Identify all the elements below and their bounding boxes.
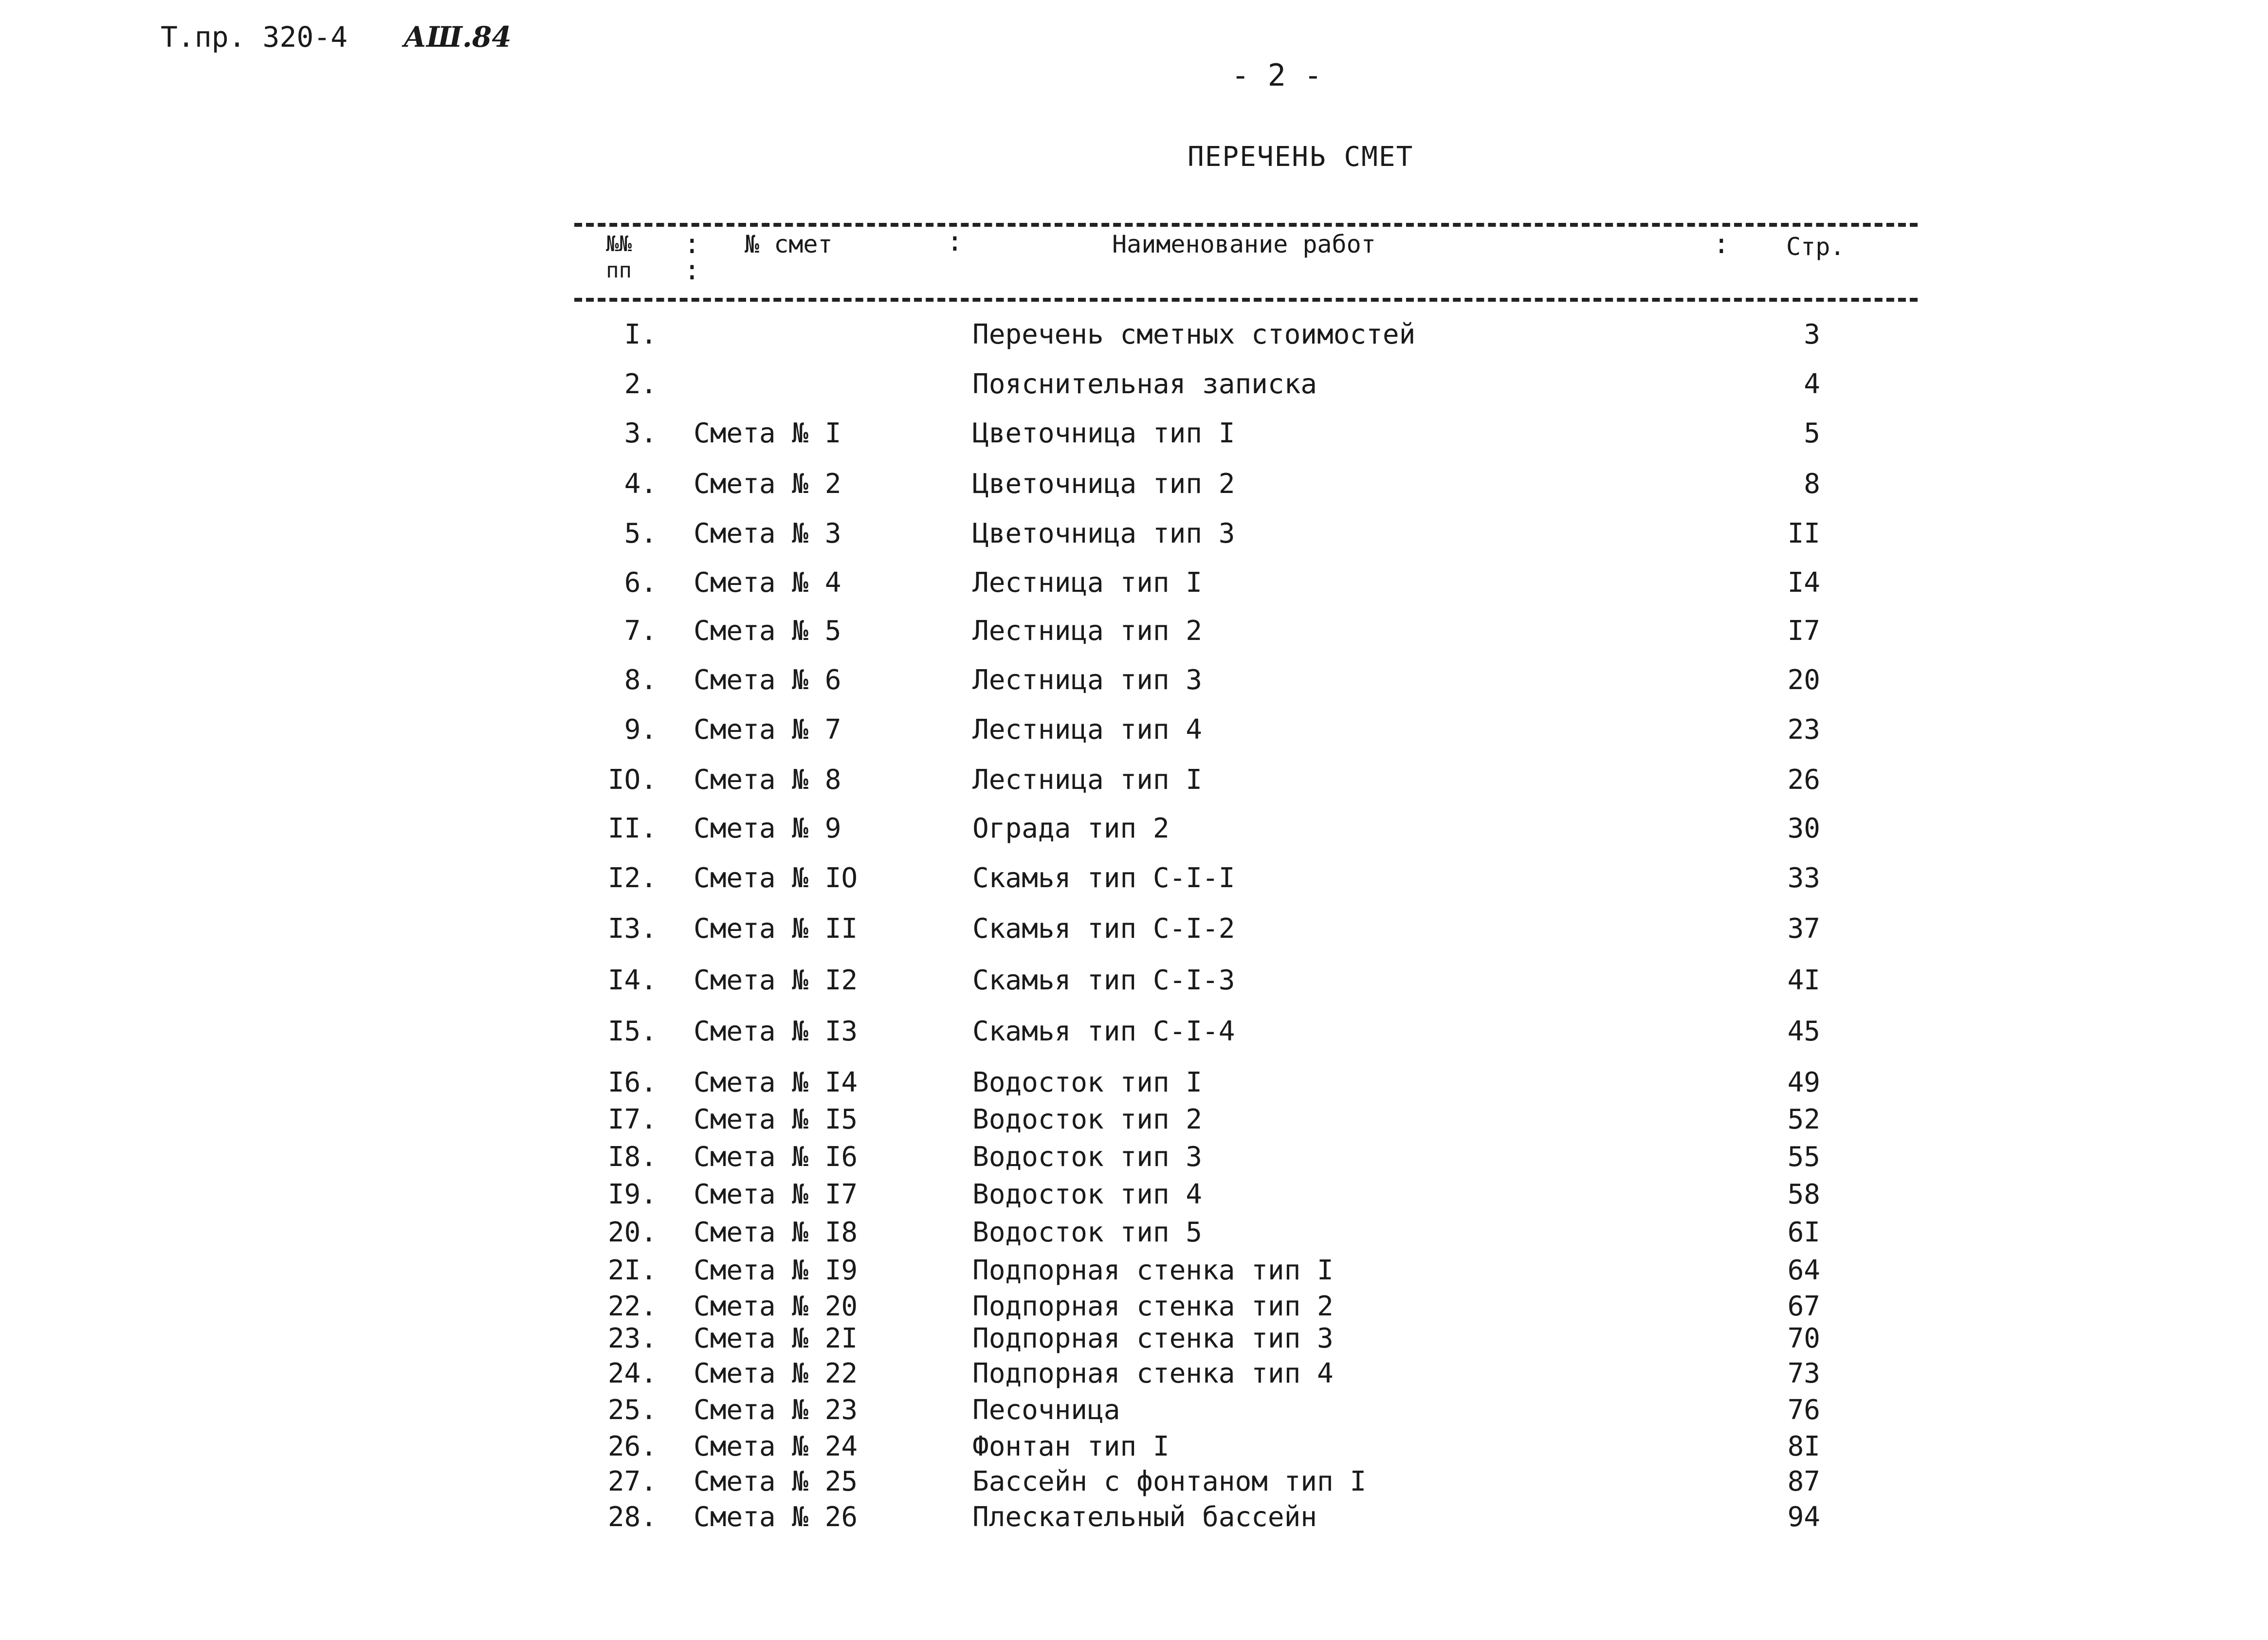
table-row xyxy=(0,1394,2268,1433)
row-smeta: Смета № 3 xyxy=(694,518,841,549)
row-number: 3. xyxy=(624,418,657,449)
row-work-name: Водосток тип 5 xyxy=(972,1217,1203,1248)
row-smeta: Смета № 4 xyxy=(694,567,841,599)
row-work-name: Перечень сметных стоимостей xyxy=(972,319,1416,350)
row-page: 52 xyxy=(1787,1104,1820,1135)
row-smeta: Смета № IO xyxy=(694,862,858,894)
row-smeta: Смета № I6 xyxy=(694,1141,858,1173)
row-page: II xyxy=(1787,518,1820,549)
table-row xyxy=(0,1104,2268,1143)
row-number: 26. xyxy=(607,1431,657,1462)
row-number: I9. xyxy=(607,1179,657,1210)
table-row xyxy=(0,664,2268,703)
table-row xyxy=(0,1466,2268,1505)
row-smeta: Смета № I4 xyxy=(694,1067,858,1098)
row-smeta: Смета № 8 xyxy=(694,764,841,796)
row-work-name: Скамья тип С-I-2 xyxy=(972,913,1235,945)
row-smeta: Смета № 23 xyxy=(694,1394,858,1426)
table-row xyxy=(0,1323,2268,1362)
row-page: 5 xyxy=(1804,418,1820,449)
row-number: 27. xyxy=(607,1466,657,1497)
row-number: I8. xyxy=(607,1141,657,1173)
table-row xyxy=(0,764,2268,803)
row-number: IO. xyxy=(607,764,657,796)
table-row xyxy=(0,913,2268,952)
row-work-name: Водосток тип I xyxy=(972,1067,1203,1098)
row-page: 8I xyxy=(1787,1431,1820,1462)
row-number: 6. xyxy=(624,567,657,599)
column-separator: : xyxy=(1713,228,1730,260)
row-number: I4. xyxy=(607,965,657,996)
row-smeta: Смета № 20 xyxy=(694,1291,858,1322)
row-work-name: Лестница тип I xyxy=(972,764,1203,796)
column-header-number-line1: №№ xyxy=(606,232,632,256)
row-work-name: Скамья тип С-I-I xyxy=(972,862,1235,894)
table-row xyxy=(0,615,2268,654)
column-header-number-line2: пп xyxy=(606,258,632,283)
row-number: I6. xyxy=(607,1067,657,1098)
column-header-name: Наименование работ xyxy=(1112,230,1376,258)
row-page: 33 xyxy=(1787,862,1820,894)
row-page: 55 xyxy=(1787,1141,1820,1173)
row-work-name: Бассейн с фонтаном тип I xyxy=(972,1466,1367,1497)
document-code-text: Т.пр. 320-4 xyxy=(161,20,348,54)
row-number: 20. xyxy=(607,1217,657,1248)
table-row xyxy=(0,468,2268,507)
row-smeta: Смета № I xyxy=(694,418,841,449)
table-row xyxy=(0,1016,2268,1055)
row-work-name: Ограда тип 2 xyxy=(972,813,1170,844)
row-smeta: Смета № 2 xyxy=(694,468,841,500)
row-work-name: Водосток тип 2 xyxy=(972,1104,1203,1135)
row-page: I7 xyxy=(1787,615,1820,647)
row-page: 30 xyxy=(1787,813,1820,844)
column-header-page: Стр. xyxy=(1786,233,1845,261)
row-work-name: Подпорная стенка тип I xyxy=(972,1255,1334,1286)
page-number: - 2 - xyxy=(1231,57,1322,93)
row-work-name: Лестница тип I xyxy=(972,567,1203,599)
row-number: 2I. xyxy=(607,1255,657,1286)
row-page: 6I xyxy=(1787,1217,1820,1248)
row-page: 70 xyxy=(1787,1323,1820,1354)
row-page: 4 xyxy=(1804,368,1820,400)
row-page: 37 xyxy=(1787,913,1820,945)
table-row xyxy=(0,1067,2268,1106)
row-number: 22. xyxy=(607,1291,657,1322)
row-number: 28. xyxy=(607,1501,657,1533)
row-work-name: Скамья тип С-I-4 xyxy=(972,1016,1235,1047)
row-smeta: Смета № 9 xyxy=(694,813,841,844)
row-work-name: Цветочница тип I xyxy=(972,418,1235,449)
row-number: 23. xyxy=(607,1323,657,1354)
row-number: I. xyxy=(624,319,657,350)
table-row xyxy=(0,1431,2268,1470)
row-page: 23 xyxy=(1787,714,1820,746)
page-title: ПЕРЕЧЕНЬ СМЕТ xyxy=(1188,141,1414,173)
table-row xyxy=(0,1217,2268,1256)
row-number: I7. xyxy=(607,1104,657,1135)
row-smeta: Смета № II xyxy=(694,913,858,945)
row-work-name: Скамья тип С-I-3 xyxy=(972,965,1235,996)
row-work-name: Подпорная стенка тип 2 xyxy=(972,1291,1334,1322)
row-work-name: Лестница тип 4 xyxy=(972,714,1203,746)
column-separator: : : xyxy=(684,228,700,286)
table-row xyxy=(0,1141,2268,1180)
row-smeta: Смета № I5 xyxy=(694,1104,858,1135)
row-number: 5. xyxy=(624,518,657,549)
row-work-name: Песочница xyxy=(972,1394,1120,1426)
row-number: 24. xyxy=(607,1358,657,1389)
table-row xyxy=(0,862,2268,901)
row-smeta: Смета № I7 xyxy=(694,1179,858,1210)
row-page: 64 xyxy=(1787,1255,1820,1286)
row-page: 45 xyxy=(1787,1016,1820,1047)
row-page: 20 xyxy=(1787,664,1820,696)
table-row xyxy=(0,319,2268,358)
row-page: 76 xyxy=(1787,1394,1820,1426)
row-page: 3 xyxy=(1804,319,1820,350)
row-work-name: Фонтан тип I xyxy=(972,1431,1170,1462)
row-number: I3. xyxy=(607,913,657,945)
row-work-name: Подпорная стенка тип 4 xyxy=(972,1358,1334,1389)
table-row xyxy=(0,1179,2268,1218)
table-row xyxy=(0,567,2268,606)
row-smeta: Смета № 7 xyxy=(694,714,841,746)
table-row xyxy=(0,518,2268,557)
row-smeta: Смета № 6 xyxy=(694,664,841,696)
row-page: 8 xyxy=(1804,468,1820,500)
row-work-name: Лестница тип 3 xyxy=(972,664,1203,696)
row-page: 58 xyxy=(1787,1179,1820,1210)
row-work-name: Цветочница тип 3 xyxy=(972,518,1235,549)
row-work-name: Цветочница тип 2 xyxy=(972,468,1235,500)
row-smeta: Смета № 26 xyxy=(694,1501,858,1533)
row-page: 67 xyxy=(1787,1291,1820,1322)
row-number: 7. xyxy=(624,615,657,647)
table-row xyxy=(0,418,2268,456)
row-page: 94 xyxy=(1787,1501,1820,1533)
row-smeta: Смета № 25 xyxy=(694,1466,858,1497)
row-smeta: Смета № I8 xyxy=(694,1217,858,1248)
row-number: 4. xyxy=(624,468,657,500)
row-work-name: Лестница тип 2 xyxy=(972,615,1203,647)
table-row xyxy=(0,1255,2268,1294)
row-page: 26 xyxy=(1787,764,1820,796)
row-number: 8. xyxy=(624,664,657,696)
row-smeta: Смета № 2I xyxy=(694,1323,858,1354)
table-row xyxy=(0,368,2268,407)
table-row xyxy=(0,1501,2268,1540)
document-handwritten-mark: АШ.84 xyxy=(403,20,512,54)
table-row xyxy=(0,813,2268,852)
row-smeta: Смета № I9 xyxy=(694,1255,858,1286)
row-number: 9. xyxy=(624,714,657,746)
row-number: II. xyxy=(607,813,657,844)
row-number: I2. xyxy=(607,862,657,894)
row-work-name: Пояснительная записка xyxy=(972,368,1317,400)
row-page: I4 xyxy=(1787,567,1820,599)
row-page: 73 xyxy=(1787,1358,1820,1389)
row-number: 2. xyxy=(624,368,657,400)
row-smeta: Смета № I3 xyxy=(694,1016,858,1047)
row-smeta: Смета № 22 xyxy=(694,1358,858,1389)
table-row xyxy=(0,1358,2268,1397)
row-page: 4I xyxy=(1787,965,1820,996)
row-smeta: Смета № I2 xyxy=(694,965,858,996)
row-page: 49 xyxy=(1787,1067,1820,1098)
row-work-name: Плескательный бассейн xyxy=(972,1501,1317,1533)
table-row xyxy=(0,714,2268,753)
table-row xyxy=(0,965,2268,1003)
column-separator: : xyxy=(947,226,963,257)
row-number: I5. xyxy=(607,1016,657,1047)
row-smeta: Смета № 24 xyxy=(694,1431,858,1462)
row-page: 87 xyxy=(1787,1466,1820,1497)
row-work-name: Водосток тип 4 xyxy=(972,1179,1203,1210)
row-number: 25. xyxy=(607,1394,657,1426)
column-header-smeta: № смет xyxy=(745,230,833,258)
row-work-name: Водосток тип 3 xyxy=(972,1141,1203,1173)
row-work-name: Подпорная стенка тип 3 xyxy=(972,1323,1334,1354)
row-smeta: Смета № 5 xyxy=(694,615,841,647)
